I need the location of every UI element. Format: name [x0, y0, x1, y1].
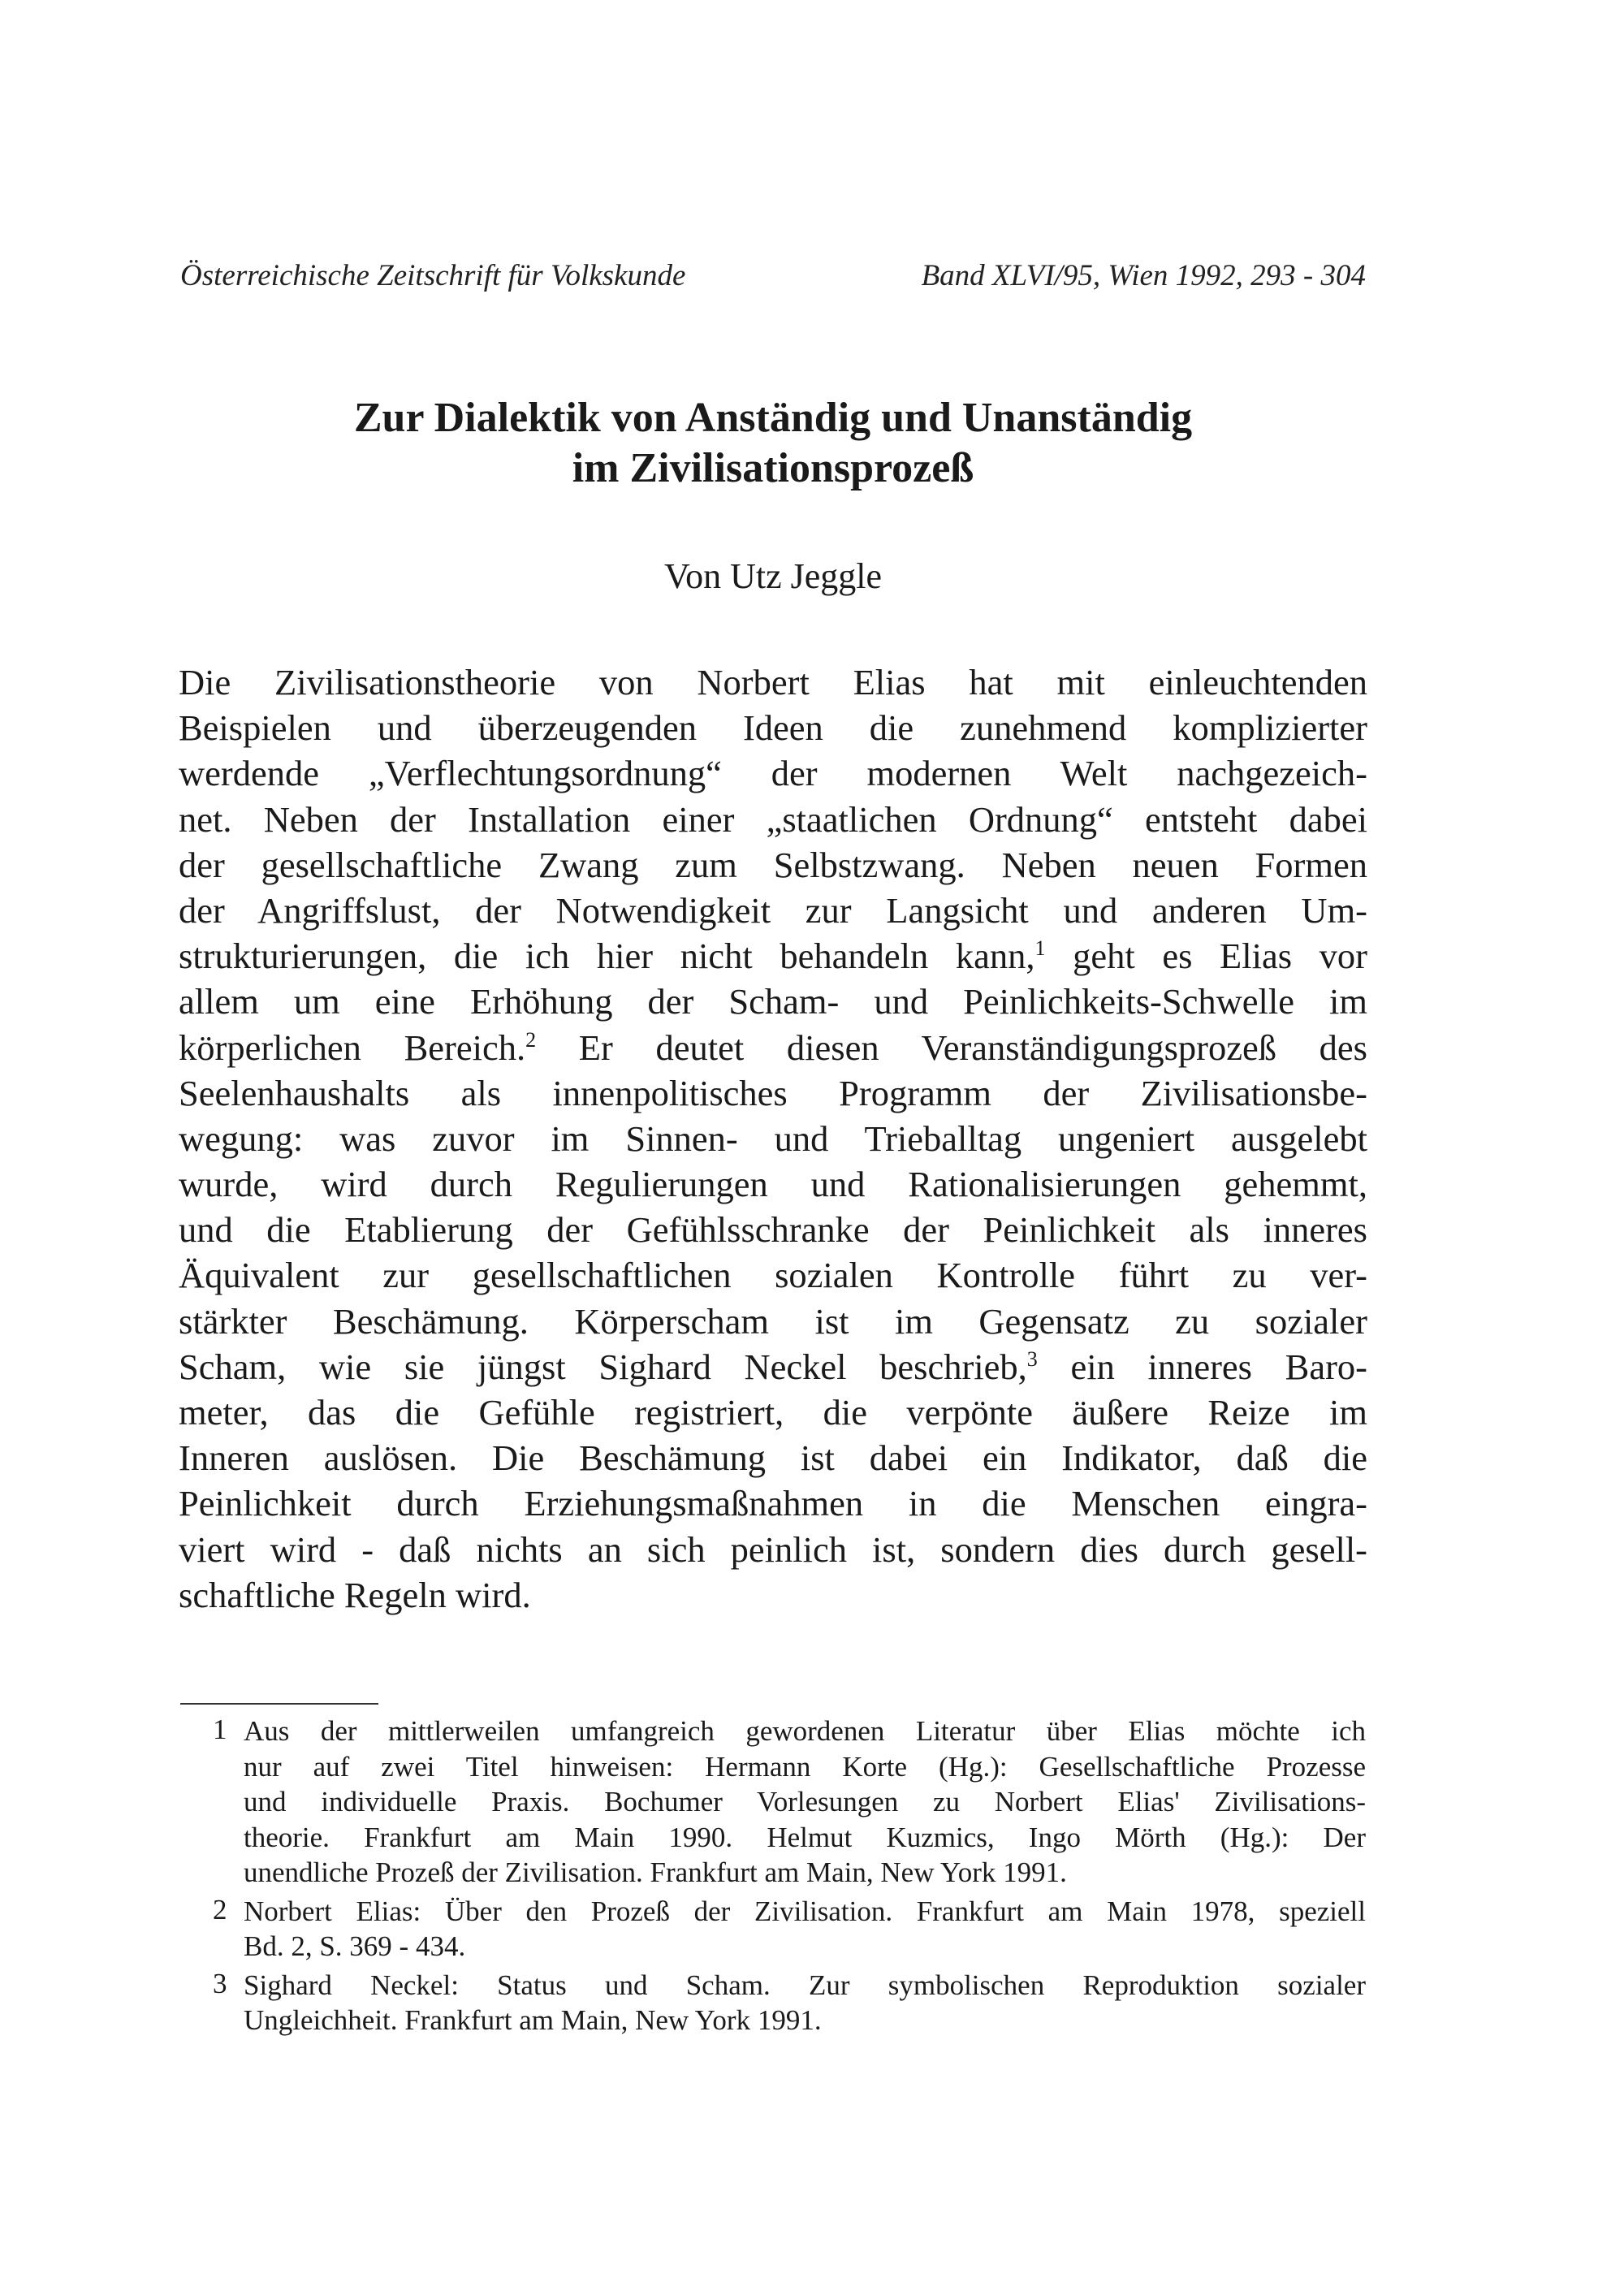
footnote-line: unendliche Prozeß der Zivilisation. Frankfurt am Main, New York 1991. [244, 1856, 1067, 1888]
footnote-ref-1[interactable]: 1 [1034, 936, 1046, 961]
footnote-number: 3 [213, 1967, 227, 1999]
body-line: wurde, wird durch Regulierungen und Rationalisierungen gehemmt, [179, 1164, 1367, 1205]
body-line-part: körperlichen Bereich. [179, 1026, 526, 1068]
footnote-line: Sighard Neckel: Status und Scham. Zur symbolischen Reproduktion sozialer [244, 1969, 1366, 2001]
footnote-3 [213, 1968, 1366, 2038]
body-line: schaftliche Regeln wird. [179, 1574, 531, 1615]
body-line: Seelenhaushalts als innenpolitisches Programm der Zivilisationsbe- [179, 1072, 1367, 1113]
footnote-line: theorie. Frankfurt am Main 1990. Helmut Kuzmics, Ingo Mörth (Hg.): Der [244, 1821, 1366, 1853]
body-line: Beispielen und überzeugenden Ideen die zunehmend komplizierter [179, 707, 1367, 749]
journal-title: Österreichische Zeitschrift für Volkskunde [180, 259, 686, 292]
body-paragraph [179, 659, 1367, 1618]
running-header [180, 258, 1366, 299]
body-line: net. Neben der Installation einer „staatlichen Ordnung“ entsteht dabei [179, 798, 1367, 840]
body-line-part: Er deutet diesen Veranständigungsprozeß des [536, 1026, 1367, 1068]
footnote-ref-3[interactable]: 3 [1026, 1346, 1038, 1371]
body-line-part: ein inneres Baro- [1037, 1346, 1367, 1387]
footnote-line: Bd. 2, S. 369 - 434. [244, 1930, 466, 1962]
body-line: der Angriffslust, der Notwendigkeit zur Langsicht und anderen Um- [179, 889, 1367, 931]
article-title-line-2: im Zivilisationsprozeß [572, 445, 974, 491]
footnote-1 [213, 1714, 1366, 1891]
body-line [179, 933, 1367, 979]
article-title [180, 393, 1366, 494]
body-line [179, 1025, 1367, 1070]
footnote-line: nur auf zwei Titel hinweisen: Hermann Korte (Hg.): Gesellschaftliche Prozesse [244, 1750, 1366, 1783]
footnote-number: 1 [213, 1714, 227, 1745]
body-line-part: Scham, wie sie jüngst Sighard Neckel beschrieb, [179, 1346, 1027, 1387]
footnote-line: und individuelle Praxis. Bochumer Vorlesungen zu Norbert Elias' Zivilisations- [244, 1786, 1366, 1817]
body-line: werdende „Verflechtungsordnung“ der modernen Welt nachgezeich- [179, 753, 1367, 794]
author-byline: Von Utz Jeggle [663, 556, 883, 596]
volume-info: Band XLVI/95, Wien 1992, 293 - 304 [921, 259, 1366, 292]
body-line: wegung: was zuvor im Sinnen- und Trieballtag ungeniert ausgelebt [179, 1117, 1367, 1159]
footnote-2 [213, 1894, 1366, 1964]
body-line-part: geht es Elias vor [1045, 936, 1367, 977]
footnote-line: Ungleichheit. Frankfurt am Main, New York 1991. [244, 2004, 822, 2036]
footnotes [213, 1714, 1366, 2042]
body-line: allem um eine Erhöhung der Scham- und Peinlichkeits-Schwelle im [179, 981, 1367, 1022]
body-line: Äquivalent zur gesellschaftlichen sozialen Kontrolle führt zu ver- [179, 1255, 1367, 1296]
body-line: stärkter Beschämung. Körperscham ist im Gegensatz zu sozialer [179, 1300, 1367, 1342]
body-line: und die Etablierung der Gefühlsschranke der Peinlichkeit als inneres [179, 1209, 1367, 1251]
body-line: meter, das die Gefühle registriert, die verpönte äußere Reize im [179, 1392, 1367, 1433]
footnote-line: Norbert Elias: Über den Prozeß der Zivilisation. Frankfurt am Main 1978, speziell [244, 1895, 1366, 1927]
body-line: Peinlichkeit durch Erziehungsmaßnahmen in die Menschen eingra- [179, 1483, 1367, 1524]
footnote-ref-2[interactable]: 2 [525, 1027, 537, 1052]
body-line: viert wird - daß nichts an sich peinlich ist, sondern dies durch gesell- [179, 1528, 1367, 1570]
article-title-line-1: Zur Dialektik von Anständig und Unanständig [353, 395, 1193, 441]
body-line: Die Zivilisationstheorie von Norbert Elias hat mit einleuchtenden [179, 662, 1367, 702]
footnote-line: Aus der mittlerweilen umfangreich gewordenen Literatur über Elias möchte ich [244, 1715, 1366, 1747]
body-line: Inneren auslösen. Die Beschämung ist dabei ein Indikator, daß die [179, 1437, 1367, 1479]
body-line-part: strukturierungen, die ich hier nicht behandeln kann, [179, 936, 1035, 977]
body-line [179, 1344, 1367, 1390]
body-line: der gesellschaftliche Zwang zum Selbstzwang. Neben neuen Formen [179, 844, 1367, 885]
footnote-divider [180, 1703, 378, 1705]
footnote-number: 2 [213, 1893, 227, 1925]
